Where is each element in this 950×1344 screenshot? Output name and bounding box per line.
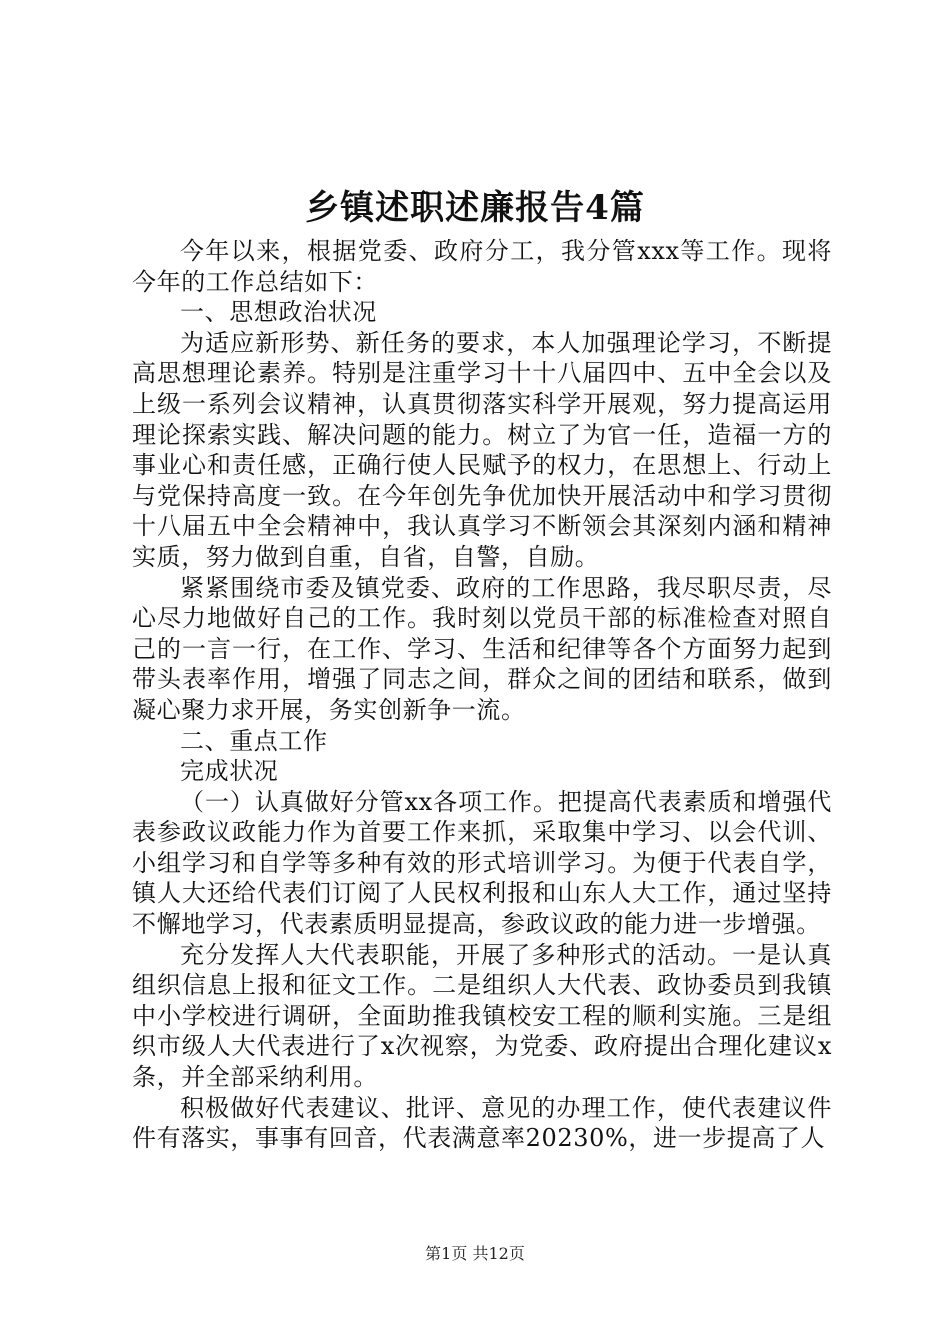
page-footer	[0, 1244, 950, 1264]
document-body	[132, 236, 832, 1154]
intro-paragraph: 今年以来，根据党委、政府分工，我分管xxx等工作。现将今年的工作总结如下：	[132, 237, 832, 296]
paragraph-delegate-training: （一）认真做好分管xx各项工作。把提高代表素质和增强代表参政议政能力作为首要工作来抓，采取集中学习、以会代训、小组学习和自学等多种有效的形式培训学习。为便于代表自学，镇人大还给代表们订阅了人民权利报和山东人大工作，通过坚持不懈地学习，代表素质明显提高，参政议政的能力进一步增强。	[132, 787, 832, 939]
page-number: 第1页	[425, 1244, 468, 1263]
section-heading-key-work: 二、重点工作	[180, 726, 328, 755]
subheading-completion-status: 完成状况	[180, 757, 279, 786]
paragraph-duties: 紧紧围绕市委及镇党委、政府的工作思路，我尽职尽责，尽心尽力地做好自己的工作。我时刻以党员干部的标准检查对照自己的一言一行，在工作、学习、生活和纪律等各个方面努力起到带头表率作用，增强了同志之间，群众之间的团结和联系，做到凝心聚力求开展，务实创新争一流。	[132, 573, 832, 724]
page-total: 共12页	[472, 1244, 525, 1263]
paragraph-delegate-activities: 充分发挥人大代表职能，开展了多种形式的活动。一是认真组织信息上报和征文工作。二是组织人大代表、政协委员到我镇中小学校进行调研，全面助推我镇校安工程的顺利实施。三是组织市级人大代表进行了x次视察，为党委、政府提出合理化建议x条，并全部采纳利用。	[132, 940, 832, 1092]
paragraph-suggestion-handling: 积极做好代表建议、批评、意见的办理工作，使代表建议件件有落实，事事有回音，代表满意率20230%，进一步提高了人	[132, 1093, 832, 1153]
paragraph-theory-study: 为适应新形势、新任务的要求，本人加强理论学习，不断提高思想理论素养。特别是注重学习十十八届四中、五中全会以及上级一系列会议精神，认真贯彻落实科学开展观，努力提高运用理论探索实践、解决问题的能力。树立了为官一任，造福一方的事业心和责任感，正确行使人民赋予的权力，在思想上、行动上与党保持高度一致。在今年创先争优加快开展活动中和学习贯彻十八届五中全会精神中，我认真学习不断领会其深刻内涵和精神实质，努力做到自重，自省，自警，自励。	[132, 328, 832, 571]
section-heading-ideology: 一、思想政治状况	[180, 298, 377, 327]
document-title: 乡镇述职述廉报告4篇	[305, 188, 645, 228]
